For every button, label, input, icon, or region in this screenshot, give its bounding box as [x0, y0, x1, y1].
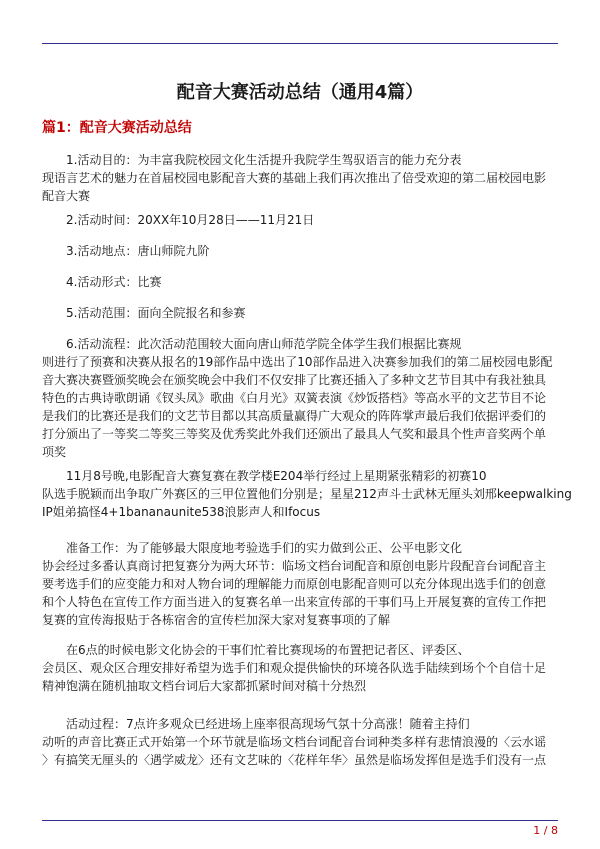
paragraph-line: 要考选手们的应变能力和对人物台词的理解能力而原创电影配音则可以充分体现出选手们的创意: [42, 577, 547, 591]
section-heading: 篇1：配音大赛活动总结: [42, 120, 192, 136]
paragraph-line: 复赛的宣传海报贴于各栋宿舍的宣传栏加深大家对复赛事项的了解: [42, 613, 391, 627]
paragraph-line: 现语言艺术的魅力在首届校园电影配音大赛的基础上我们再次推出了倍受欢迎的第二届校园电影: [42, 171, 547, 185]
paragraph-line: 〉有搞笑无厘头的〈遇学威龙〉还有文艺味的〈花样年华〉虽然是临场发挥但是选手们没有一点: [42, 753, 547, 767]
paragraph-line: 音大赛决赛暨颁奖晚会在颁奖晚会中我们不仅安排了比赛还插入了多种文艺节目其中有我社独具: [42, 373, 547, 387]
paragraph-line: 项奖: [42, 445, 67, 459]
paragraph-line: 精神饱满在随机抽取文档台词后大家都抓紧时间对稿十分热烈: [42, 679, 367, 693]
paragraph-line: 3.活动地点：唐山师院九阶: [66, 244, 210, 258]
bottom-rule: [42, 820, 558, 821]
paragraph-line: 2.活动时间：20XX年10月28日——11月21日: [66, 213, 315, 227]
paragraph-line: 4.活动形式：比赛: [66, 275, 162, 289]
paragraph-line: 动听的声音比赛正式开始第一个环节就是临场文档台词配音台词种类多样有悲情浪漫的〈云水谣: [42, 735, 547, 749]
paragraph-line: 特色的古典诗歌朗诵《钗头凤》歌曲《白月光》双簧表演《炒饭搭档》等高水平的文艺节目不论: [42, 391, 547, 405]
paragraph-line: 准备工作：为了能够最大限度地考验选手们的实力做到公正、公平电影文化: [66, 541, 463, 555]
paragraph-line: 1.活动目的：为丰富我院校园文化生活提升我院学生驾驭语言的能力充分表: [66, 153, 462, 167]
paragraph-line: 配音大赛: [42, 189, 91, 203]
paragraph-line: 11月8号晚,电影配音大赛复赛在教学楼E204举行经过上星期紧张精彩的初赛10: [66, 469, 487, 483]
paragraph-line: 活动过程：7点许多观众已经进场上座率很高现场气氛十分高涨！随着主持们: [66, 717, 470, 731]
paragraph-line: 和个人特色在宣传工作方面当进入的复赛名单一出来宣传部的干事们马上开展复赛的宣传工作把: [42, 595, 547, 609]
paragraph-line: 协会经过多番认真商讨把复赛分为两大环节：临场文档台词配音和原创电影片段配音台词配音主: [42, 559, 547, 573]
paragraph-line: 5.活动范围：面向全院报名和参赛: [66, 306, 246, 320]
paragraph-line: 是我们的比赛还是我们的文艺节目都以其高质量赢得广大观众的阵阵掌声最后我们依据评委们的: [42, 409, 547, 423]
page-indicator: 1 / 8: [533, 824, 558, 837]
paragraph-line: 在6点的时候电影文化协会的干事们忙着比赛现场的布置把记者区、评委区、: [66, 643, 470, 657]
document-title: 配音大赛活动总结（通用4篇）: [176, 82, 424, 103]
paragraph-line: 队选手脱颖而出争取广外赛区的三甲位置他们分别是；星星212声斗士武林无厘头刘邢keepwalking: [42, 487, 572, 501]
top-rule: [42, 43, 558, 44]
paragraph-line: 会员区、观众区合理安排好希望为选手们和观众提供愉快的环境各队选手陆续到场个个自信十足: [42, 661, 547, 675]
paragraph-line: 6.活动流程：此次活动范围较大面向唐山师范学院全体学生我们根据比赛规: [66, 337, 462, 351]
paragraph-line: IP姐弟搞怪4+1bananaunite538浪影声人和Ifocus: [42, 505, 321, 519]
paragraph-line: 则进行了预赛和决赛从报名的19部作品中选出了10部作品进入决赛参加我们的第二届校园电影配: [42, 355, 553, 369]
paragraph-line: 打分颁出了一等奖二等奖三等奖及优秀奖此外我们还颁出了最具人气奖和最具个性声音奖两个单: [42, 427, 547, 441]
